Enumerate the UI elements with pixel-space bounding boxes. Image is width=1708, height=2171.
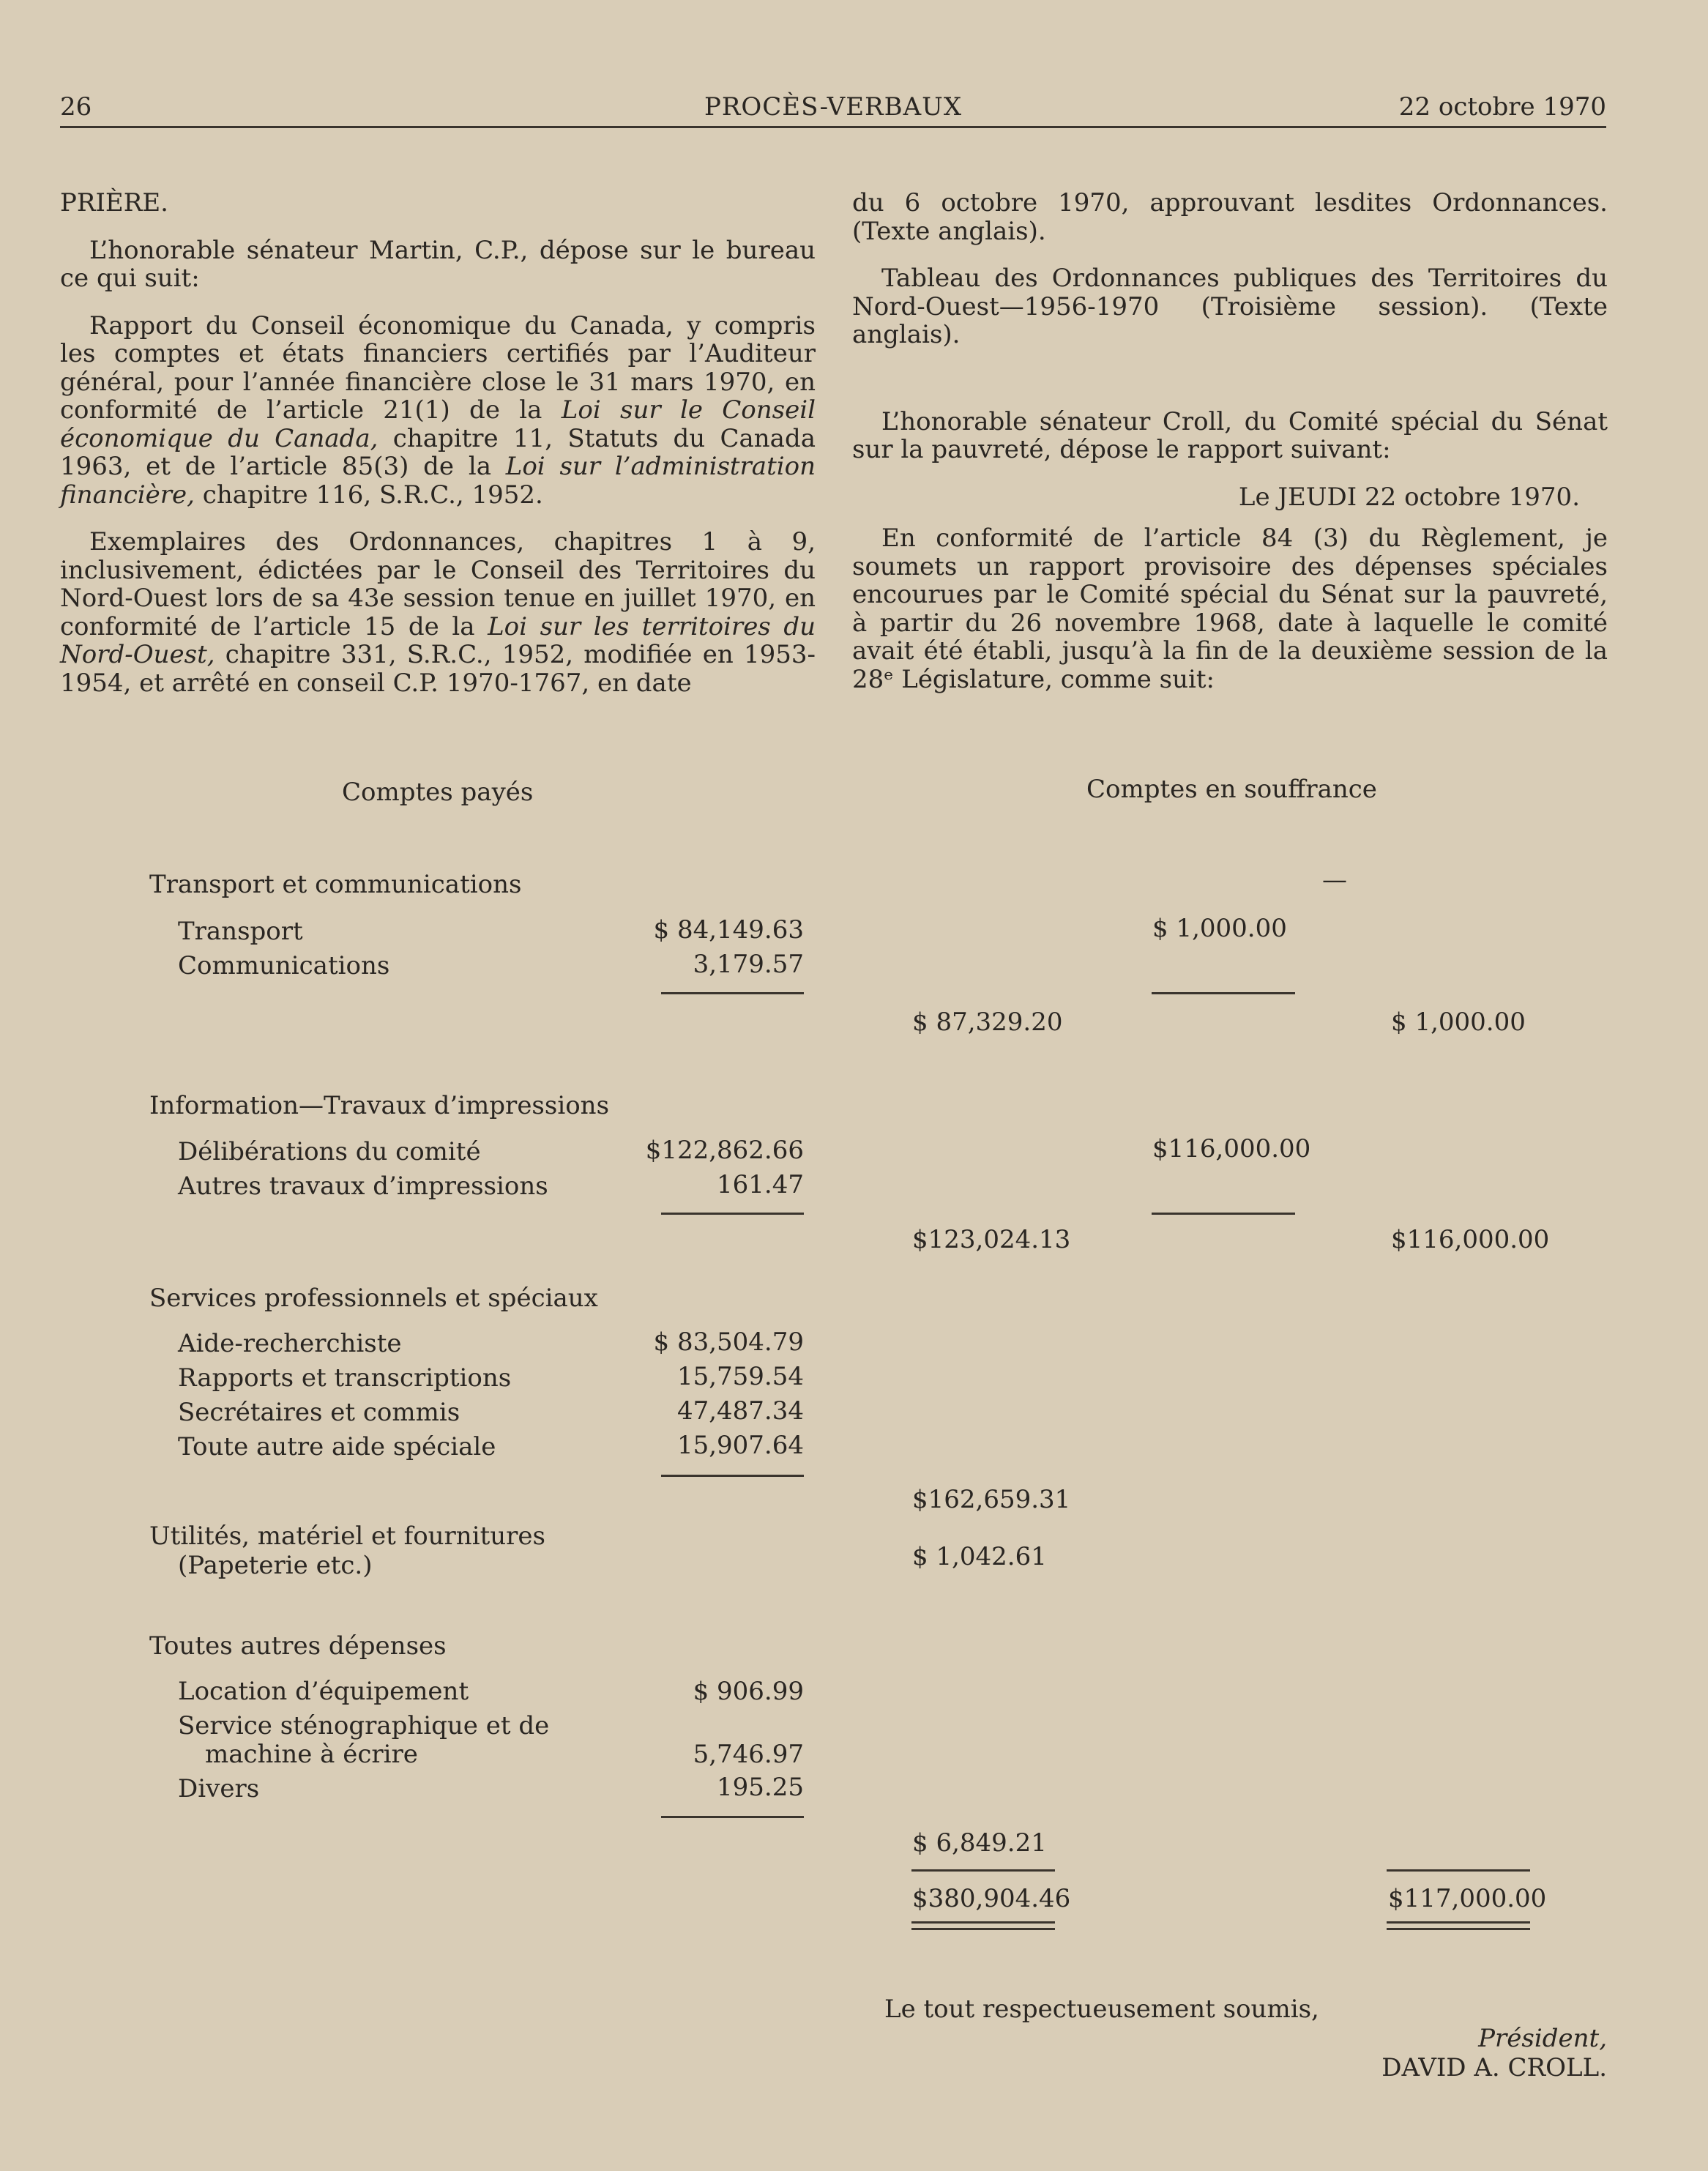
- item-outstanding: $ 1,000.00: [1152, 914, 1287, 943]
- paragraph-ordonnances: Exemplaires des Ordonnances, chapitres 1 à 9, inclusivement, édictées par le Conseil des Territoires du Nord-Ouest lors de sa 43e session tenue en juillet 1970, en conformité de l’article 15 de la Loi sur les territoires du Nord-Ouest, chapitre 331, S.R.C., 1952, modifiée en 1953-1954, et arrêté en conseil C.P. 1970-1767, en date: [60, 527, 816, 698]
- total-double-rule: [911, 1921, 1055, 1924]
- report-date: Le JEUDI 22 octobre 1970.: [1238, 482, 1580, 512]
- item-label: Divers: [178, 1774, 260, 1803]
- total-paid: $380,904.46: [912, 1884, 1071, 1913]
- page-number: 26: [60, 92, 92, 122]
- subtotal-rule: [1152, 992, 1295, 994]
- subtotal-rule: [661, 992, 804, 994]
- item-amount: 161.47: [717, 1170, 804, 1199]
- item-label: Service sténographique et de: [178, 1711, 550, 1740]
- item-amount: 5,746.97: [693, 1740, 804, 1769]
- section-title-autres: Toutes autres dépenses: [149, 1631, 447, 1661]
- total-rule: [911, 1869, 1055, 1872]
- total-double-rule: [1387, 1921, 1530, 1924]
- subtotal-outstanding: $116,000.00: [1391, 1225, 1550, 1254]
- item-label: Communications: [178, 951, 390, 980]
- total-rule: [1387, 1869, 1530, 1872]
- subtotal-paid: $ 1,042.61: [912, 1542, 1047, 1571]
- item-amount: $ 83,504.79: [653, 1327, 804, 1357]
- dash: —: [1322, 865, 1347, 895]
- section-title-utilites-line2: (Papeterie etc.): [178, 1551, 373, 1580]
- subtotal-paid: $123,024.13: [912, 1225, 1071, 1254]
- item-label: Location d’équipement: [178, 1677, 469, 1706]
- item-label-continued: machine à écrire: [205, 1740, 418, 1769]
- subtotal-outstanding: $ 1,000.00: [1391, 1008, 1526, 1037]
- item-label: Aide-recherchiste: [178, 1329, 402, 1358]
- item-amount: 195.25: [717, 1773, 804, 1802]
- paragraph-approuvant: du 6 octobre 1970, approuvant lesdites Ordonnances. (Texte anglais).: [852, 188, 1608, 246]
- paragraph-rapport: Rapport du Conseil économique du Canada, y compris les comptes et états financiers certifiés par l’Auditeur général, pour l’année financière close le 31 mars 1970, en conformité de l’article 21(1) de la Loi sur le Conseil économique du Canada, chapitre 11, Statuts du Canada 1963, et de l’article 85(3) de la Loi sur l’administration financière, chapitre 116, S.R.C., 1952.: [60, 310, 816, 510]
- subtotal-rule: [661, 1475, 804, 1477]
- total-double-rule: [911, 1928, 1055, 1930]
- total-outstanding: $117,000.00: [1388, 1884, 1547, 1913]
- paragraph-croll: L’honorable sénateur Croll, du Comité spécial du Sénat sur la pauvreté, dépose le rapport suivant:: [852, 406, 1608, 464]
- left-column: [60, 189, 816, 697]
- running-header: [60, 89, 1606, 128]
- header-date: 22 octobre 1970: [1398, 92, 1606, 122]
- item-label: Délibérations du comité: [178, 1137, 481, 1166]
- item-amount: 47,487.34: [676, 1396, 804, 1426]
- paragraph-tableau: Tableau des Ordonnances publiques des Territoires du Nord-Ouest—1956-1970 (Troisième session). (Texte anglais).: [852, 264, 1608, 349]
- subtotal-rule: [661, 1816, 804, 1818]
- paragraph-martin: L’honorable sénateur Martin, C.P., dépose sur le bureau ce qui suit:: [60, 235, 816, 293]
- section-title-information: Information—Travaux d’impressions: [149, 1091, 610, 1120]
- total-double-rule: [1387, 1928, 1530, 1930]
- section-title-utilites: Utilités, matériel et fournitures: [149, 1522, 545, 1551]
- column-header-paid: Comptes payés: [342, 778, 534, 807]
- item-label: Toute autre aide spéciale: [178, 1432, 496, 1461]
- item-amount: $ 906.99: [693, 1677, 804, 1706]
- item-label: Transport: [178, 917, 303, 946]
- item-amount: $ 84,149.63: [653, 915, 804, 945]
- closing-line: Le tout respectueusement soumis,: [884, 1995, 1319, 2024]
- column-header-outstanding: Comptes en souffrance: [1086, 775, 1377, 804]
- signature-role: Président,: [1478, 2024, 1607, 2053]
- item-amount: $122,862.66: [645, 1136, 804, 1165]
- section-title-transport: Transport et communications: [149, 870, 522, 899]
- item-amount: 3,179.57: [693, 950, 804, 979]
- item-amount: 15,907.64: [676, 1431, 804, 1460]
- section-title-services: Services professionnels et spéciaux: [149, 1284, 598, 1313]
- subtotal-paid: $ 6,849.21: [912, 1828, 1047, 1858]
- priere-heading: PRIÈRE.: [60, 188, 168, 217]
- paragraph-conformite: En conformité de l’article 84 (3) du Règlement, je soumets un rapport provisoire des dépenses spéciales encourues par le Comité spécial du Sénat sur la pauvreté, à partir du 26 novembre 1968, date à laquelle le comité avait été établi, jusqu’à la fin de la deuxième session de la 28ᵉ Législature, comme suit:: [852, 524, 1608, 694]
- signature-name: DAVID A. CROLL.: [1381, 2053, 1607, 2082]
- right-column: [852, 189, 1608, 693]
- item-amount: 15,759.54: [676, 1362, 804, 1391]
- item-label: Secrétaires et commis: [178, 1398, 460, 1427]
- subtotal-rule: [661, 1213, 804, 1215]
- subtotal-paid: $162,659.31: [912, 1485, 1071, 1514]
- subtotal-rule: [1152, 1213, 1295, 1215]
- item-label: Rapports et transcriptions: [178, 1363, 512, 1393]
- subtotal-paid: $ 87,329.20: [912, 1008, 1063, 1037]
- item-label: Autres travaux d’impressions: [178, 1172, 548, 1201]
- header-title: PROCÈS-VERBAUX: [704, 92, 963, 122]
- item-outstanding: $116,000.00: [1152, 1134, 1311, 1163]
